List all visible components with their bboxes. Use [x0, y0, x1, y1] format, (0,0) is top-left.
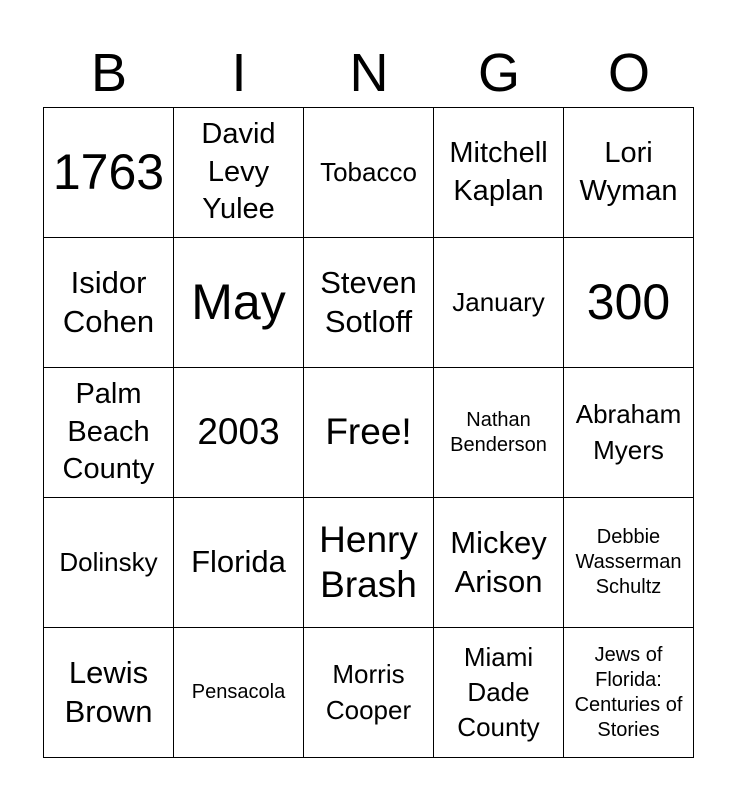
header-letter-b: B — [90, 43, 128, 103]
cell-label: 2003 — [197, 411, 280, 453]
bingo-cell[interactable] — [174, 108, 304, 238]
cell-label: May — [191, 274, 286, 330]
cell-label: Abraham Myers — [575, 399, 682, 465]
header-letter-o: O — [607, 43, 650, 103]
cell-label: Henry Brash — [319, 519, 418, 605]
cell-label: Mitchell Kaplan — [449, 136, 548, 207]
bingo-cell[interactable] — [564, 628, 694, 758]
header-letter-g: G — [477, 43, 520, 103]
header-letter-n: N — [349, 43, 389, 103]
cell-label: Florida — [191, 544, 286, 580]
bingo-cell[interactable] — [174, 498, 304, 628]
bingo-cell[interactable] — [44, 238, 174, 368]
cell-label: Tobacco — [320, 156, 417, 187]
cell-label: Free! — [325, 411, 412, 453]
bingo-cell[interactable] — [304, 628, 434, 758]
bingo-cell[interactable] — [44, 108, 174, 238]
cell-label: Morris Cooper — [325, 659, 412, 725]
bingo-cell[interactable] — [434, 108, 564, 238]
bingo-cell[interactable] — [434, 368, 564, 498]
cell-label: Debbie Wasserman Schultz — [575, 526, 682, 598]
bingo-board — [43, 107, 694, 758]
cell-label: Mickey Arison — [450, 524, 547, 599]
bingo-cell[interactable] — [304, 498, 434, 628]
bingo-cell[interactable] — [564, 238, 694, 368]
bingo-cell free-space[interactable] — [304, 368, 434, 498]
bingo-cell[interactable] — [564, 108, 694, 238]
cell-label: Isidor Cohen — [62, 264, 155, 339]
cell-label: David Levy Yulee — [201, 117, 276, 226]
cell-label: Dolinsky — [59, 546, 158, 577]
cell-label: 300 — [586, 274, 671, 330]
cell-label: Steven Sotloff — [320, 264, 417, 339]
cell-label: Nathan Benderson — [450, 408, 547, 456]
bingo-cell[interactable] — [174, 238, 304, 368]
cell-label: January — [452, 286, 545, 317]
bingo-cell[interactable] — [564, 498, 694, 628]
bingo-cell[interactable] — [44, 628, 174, 758]
bingo-cell[interactable] — [434, 498, 564, 628]
bingo-cell[interactable] — [44, 368, 174, 498]
bingo-cell[interactable] — [434, 238, 564, 368]
cell-label: Palm Beach County — [62, 377, 155, 486]
cell-label: Lori Wyman — [579, 136, 678, 207]
bingo-cell[interactable] — [174, 628, 304, 758]
header-letter-i: I — [231, 43, 247, 103]
bingo-cell[interactable] — [304, 108, 434, 238]
bingo-cell[interactable] — [564, 368, 694, 498]
cell-label: Miami Dade County — [457, 641, 540, 743]
bingo-cell[interactable] — [174, 368, 304, 498]
bingo-cell[interactable] — [434, 628, 564, 758]
cell-label: Jews of Florida: Centuries of Stories — [574, 643, 683, 741]
cell-label: 1763 — [52, 144, 165, 200]
bingo-header — [44, 40, 694, 106]
cell-label: Lewis Brown — [64, 654, 153, 729]
bingo-cell[interactable] — [44, 498, 174, 628]
bingo-cell[interactable] — [304, 238, 434, 368]
cell-label: Pensacola — [191, 681, 286, 703]
